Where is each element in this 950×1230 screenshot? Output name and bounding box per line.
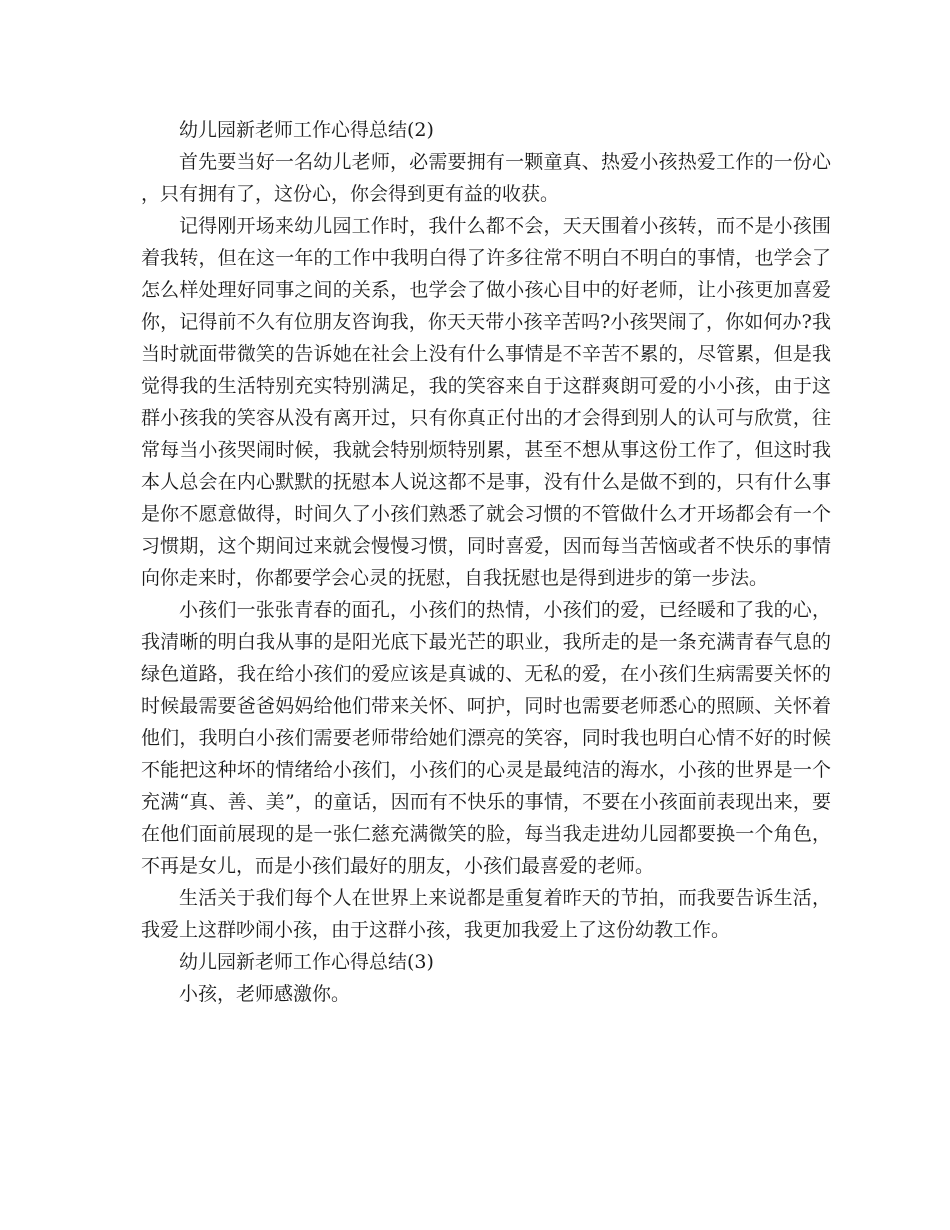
paragraph-3: 小孩们一张张青春的面孔，小孩们的热情，小孩们的爱，已经暖和了我的心，我清晰的明白我从事的是阳光底下最光芒的职业，我所走的是一条充满青春气息的绿色道路，我在给小孩们的爱应该是真诚的、无私的爱，在小孩们生病需要关怀的时候最需要爸爸妈妈给他们带来关怀、呵护，同时也需要老师悉心的照顾、关怀着他们，我明白小孩们需要老师带给她们漂亮的笑容，同时我也明白心情不好的时候不能把这种坏的情绪给小孩们，小孩们的心灵是最纯洁的海水，小孩的世界是一个充满“真、善、美”，的童话，因而有不快乐的事情，不要在小孩面前表现出来，要在他们面前展现的是一张仁慈充满微笑的脸，每当我走进幼儿园都要换一个角色，不再是女儿，而是小孩们最好的朋友，小孩们最喜爱的老师。 — [141, 599, 831, 877]
section-heading-2: 幼儿园新老师工作心得总结(2) — [179, 119, 434, 141]
paragraph-4: 生活关于我们每个人在世界上来说都是重复着昨天的节拍，而我要告诉生活，我爱上这群吵闹小孩，由于这群小孩，我更加我爱上了这份幼教工作。 — [141, 887, 831, 941]
paragraph-1: 首先要当好一名幼儿老师，必需要拥有一颗童真、热爱小孩热爱工作的一份心，只有拥有了，这份心，你会得到更有益的收获。 — [141, 151, 831, 205]
paragraph-2: 记得刚开场来幼儿园工作时，我什么都不会，天天围着小孩转，而不是小孩围着我转，但在这一年的工作中我明白得了许多往常不明白不明白的事情，也学会了怎么样处理好同事之间的关系，也学会了做小孩心目中的好老师，让小孩更加喜爱你，记得前不久有位朋友咨询我，你天天带小孩辛苦吗?小孩哭闹了，你如何办?我当时就面带微笑的告诉她在社会上没有什么事情是不辛苦不累的，尽管累，但是我觉得我的生活特别充实特别满足，我的笑容来自于这群爽朗可爱的小小孩，由于这群小孩我的笑容从没有离开过，只有你真正付出的才会得到别人的认可与欣赏，往常每当小孩哭闹时候，我就会特别烦特别累，甚至不想从事这份工作了，但这时我本人总会在内心默默的抚慰本人说这都不是事，没有什么是做不到的，只有什么事是你不愿意做得，时间久了小孩们熟悉了就会习惯的不管做什么才开场都会有一个习惯期，这个期间过来就会慢慢习惯，同时喜爱，因而每当苦恼或者不快乐的事情向你走来时，你都要学会心灵的抚慰，自我抚慰也是得到进步的第一步法。 — [141, 215, 831, 589]
document-body — [141, 114, 831, 1010]
paragraph-5: 小孩，老师感激你。 — [179, 983, 351, 1005]
section-heading-3: 幼儿园新老师工作心得总结(3) — [179, 951, 434, 973]
